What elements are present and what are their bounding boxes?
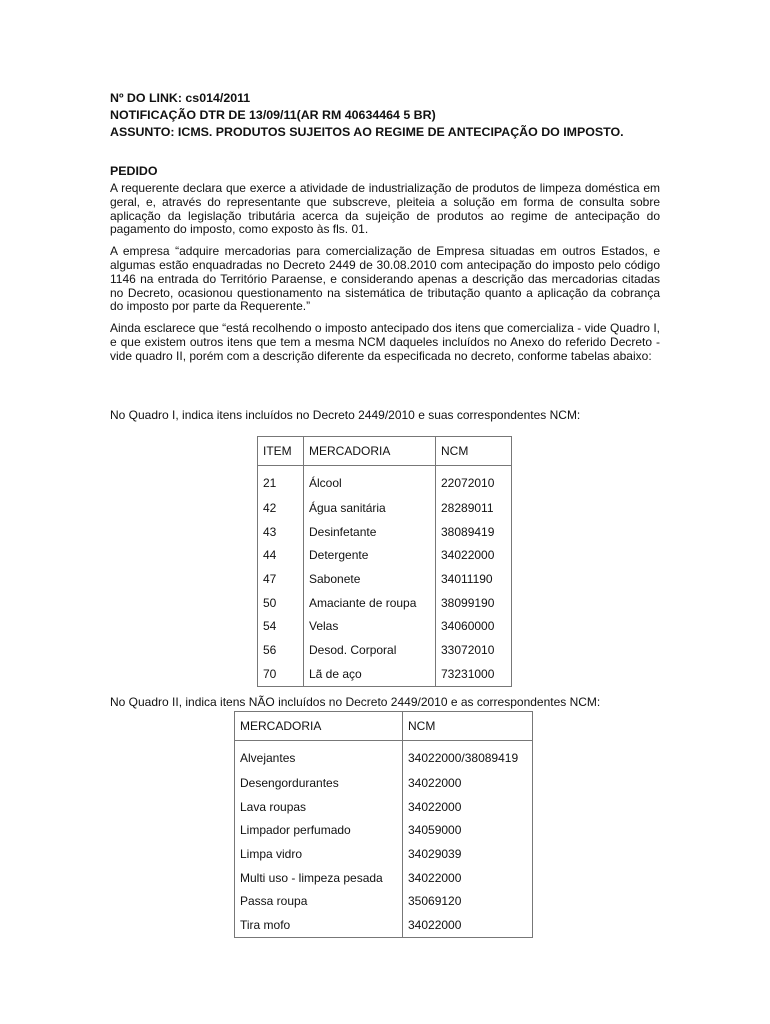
- table-cell: 34011190: [436, 567, 512, 591]
- table-cell: 34022000/38089419: [403, 741, 533, 772]
- table-cell: 54: [258, 614, 304, 638]
- table-cell: 34022000: [436, 543, 512, 567]
- table-row: [235, 771, 533, 795]
- column-header: NCM: [436, 437, 512, 466]
- link-number: Nº DO LINK: cs014/2011: [110, 91, 251, 105]
- table-cell: 34059000: [403, 818, 533, 842]
- table-cell: 34029039: [403, 842, 533, 866]
- table-header-row: [258, 437, 512, 466]
- table-cell: Lã de aço: [304, 662, 436, 686]
- document-page: [110, 90, 660, 372]
- table-cell: Limpa vidro: [235, 842, 403, 866]
- table-row: [235, 818, 533, 842]
- column-header: NCM: [403, 712, 533, 741]
- table-cell: Sabonete: [304, 567, 436, 591]
- column-header: ITEM: [258, 437, 304, 466]
- table-cell: 56: [258, 638, 304, 662]
- table-cell: Lava roupas: [235, 795, 403, 819]
- quadro1-intro: No Quadro I, indica itens incluídos no Decreto 2449/2010 e suas correspondentes NCM:: [110, 408, 581, 422]
- table-cell: 22072010: [436, 466, 512, 497]
- column-header: MERCADORIA: [235, 712, 403, 741]
- table-row: [235, 889, 533, 913]
- table-row: [258, 466, 512, 497]
- table-cell: 43: [258, 520, 304, 544]
- table-cell: Passa roupa: [235, 889, 403, 913]
- subject-line: ASSUNTO: ICMS. PRODUTOS SUJEITOS AO REGIME DE ANTECIPAÇÃO DO IMPOSTO.: [110, 125, 624, 139]
- table-cell: Multi uso - limpeza pesada: [235, 866, 403, 890]
- table-cell: 33072010: [436, 638, 512, 662]
- paragraph: A requerente declara que exerce a atividade de industrialização de produtos de limpeza doméstica em geral, e, através do representante que subscreve, pleiteia a solução em forma de consulta sobre aplicação da legislação tributária acerca da sujeição de produtos ao regime de antecipação do pagamento do imposto, como exposto às fls. 01.: [110, 181, 660, 237]
- table-cell: 34022000: [403, 913, 533, 937]
- table-cell: 38089419: [436, 520, 512, 544]
- paragraph: Ainda esclarece que “está recolhendo o imposto antecipado dos itens que comercializa - vide Quadro I, e que existem outros itens que tem a mesma NCM daqueles incluídos no Anexo do referido Decreto - vide quadro II, porém com a descrição diferente da especificada no decreto, conforme tabelas abaixo:: [110, 321, 660, 363]
- table-cell: 28289011: [436, 496, 512, 520]
- table-row: [258, 614, 512, 638]
- notification-line: NOTIFICAÇÃO DTR DE 13/09/11(AR RM 40634464 5 BR): [110, 108, 436, 122]
- quadro1-table: [257, 436, 512, 687]
- table-cell: 35069120: [403, 889, 533, 913]
- table-row: [258, 496, 512, 520]
- table-cell: Álcool: [304, 466, 436, 497]
- table-cell: 34022000: [403, 866, 533, 890]
- table-cell: 34060000: [436, 614, 512, 638]
- table-row: [258, 520, 512, 544]
- table-cell: Água sanitária: [304, 496, 436, 520]
- table-cell: Velas: [304, 614, 436, 638]
- table-cell: Tira mofo: [235, 913, 403, 937]
- table-cell: Amaciante de roupa: [304, 591, 436, 615]
- table-cell: Limpador perfumado: [235, 818, 403, 842]
- quadro2-intro: No Quadro II, indica itens NÃO incluídos no Decreto 2449/2010 e as correspondentes NCM:: [110, 695, 601, 709]
- table-cell: 73231000: [436, 662, 512, 686]
- table-row: [235, 741, 533, 772]
- table-row: [258, 543, 512, 567]
- table-cell: 34022000: [403, 771, 533, 795]
- table-cell: Desod. Corporal: [304, 638, 436, 662]
- paragraph: A empresa “adquire mercadorias para comercialização de Empresa situadas em outros Estados, e algumas estão enquadradas no Decreto 2449 de 30.08.2010 com antecipação do imposto pelo código 1146 na entrada do Território Paraense, e considerando apenas a descrição das mercadorias citadas no Decreto, ocasionou questionamento na sistemática de tributação quanto a aplicação da cobrança do imposto por parte da Requerente.”: [110, 244, 660, 314]
- table-header-row: [235, 712, 533, 741]
- table-cell: Desinfetante: [304, 520, 436, 544]
- table-row: [258, 567, 512, 591]
- table-cell: 38099190: [436, 591, 512, 615]
- table-row: [258, 662, 512, 686]
- table-row: [235, 913, 533, 937]
- table-cell: 70: [258, 662, 304, 686]
- table-cell: 47: [258, 567, 304, 591]
- table-cell: 21: [258, 466, 304, 497]
- table-cell: Alvejantes: [235, 741, 403, 772]
- table-cell: 34022000: [403, 795, 533, 819]
- column-header: MERCADORIA: [304, 437, 436, 466]
- table-cell: 44: [258, 543, 304, 567]
- table-row: [235, 795, 533, 819]
- table-cell: 42: [258, 496, 304, 520]
- table-row: [258, 638, 512, 662]
- table-row: [235, 842, 533, 866]
- table-cell: 50: [258, 591, 304, 615]
- table-row: [235, 866, 533, 890]
- quadro2-table: [234, 711, 533, 938]
- table-row: [258, 591, 512, 615]
- section-title: PEDIDO: [110, 164, 158, 178]
- table-cell: Desengordurantes: [235, 771, 403, 795]
- table-cell: Detergente: [304, 543, 436, 567]
